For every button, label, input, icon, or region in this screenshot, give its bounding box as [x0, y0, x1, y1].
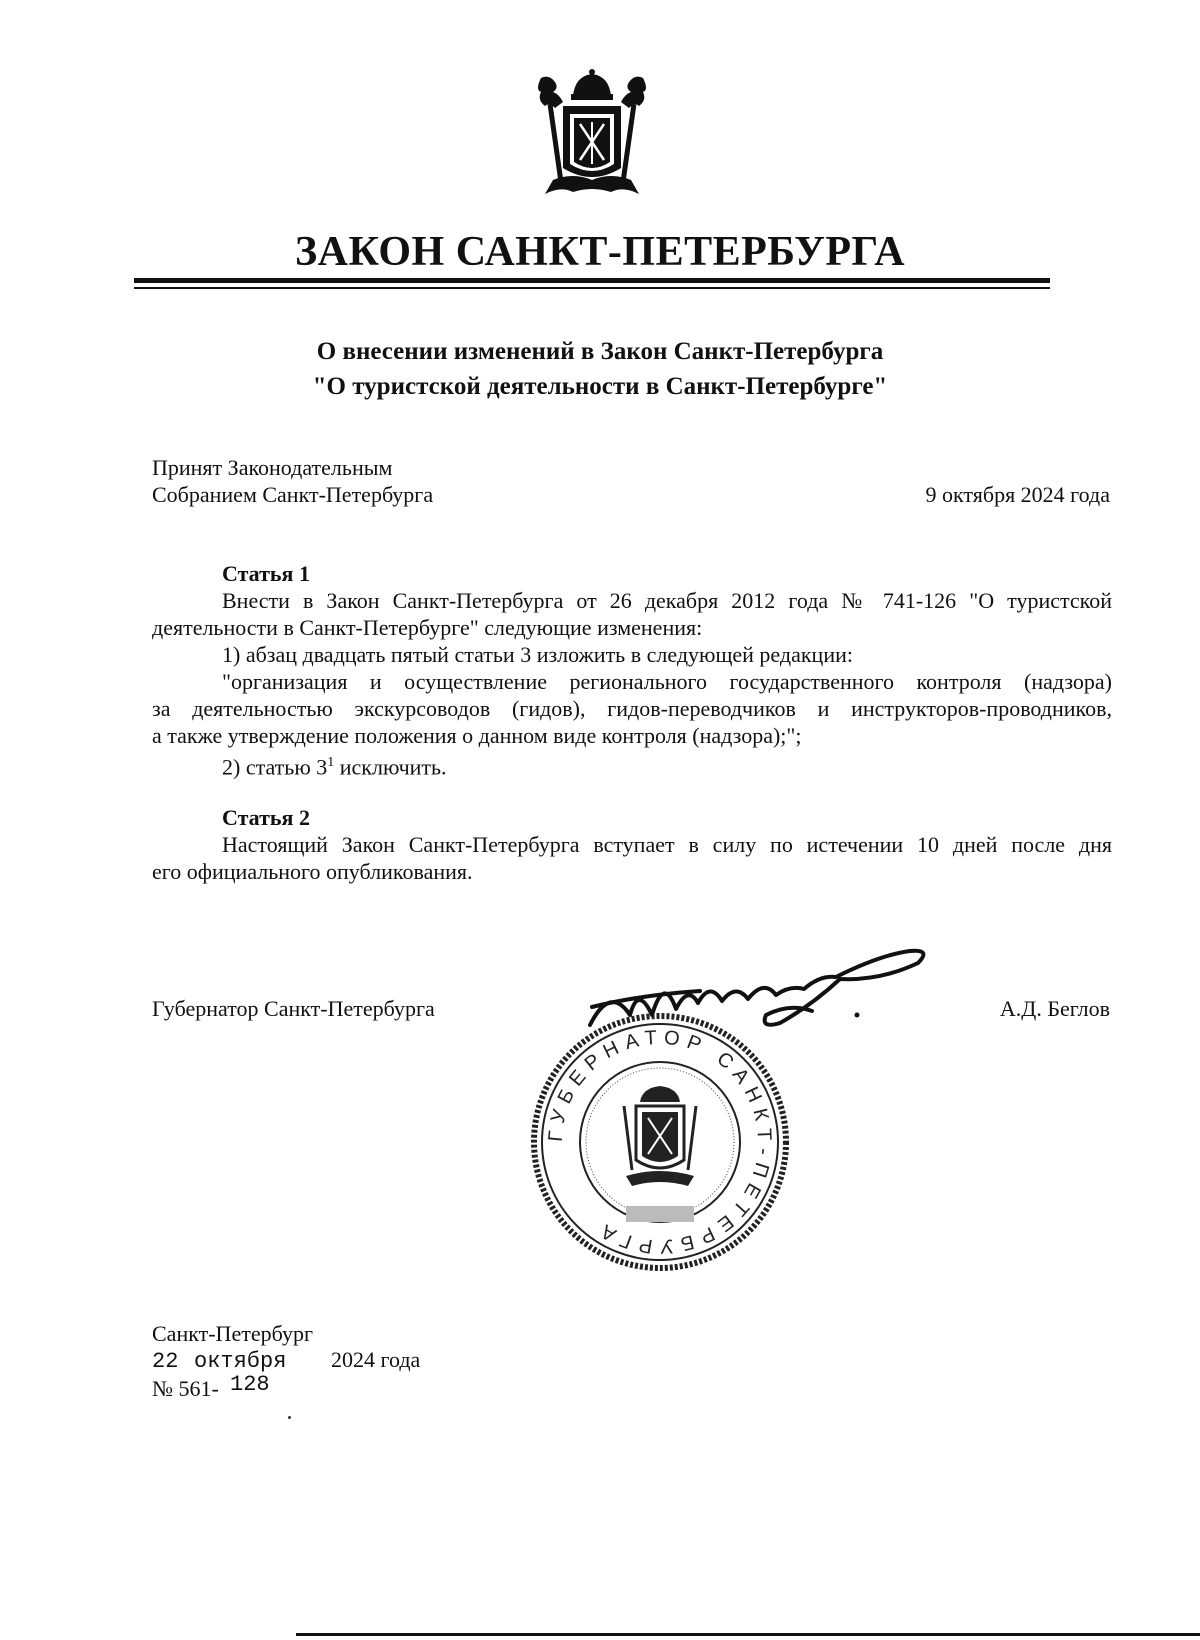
article1-quote-line2: за деятельностью экскурсоводов (гидов), гидов-переводчиков и инструкторов-проводников,: [152, 696, 1112, 721]
adoption-line1: Принят Законодательным: [152, 455, 393, 480]
governor-position: Губернатор Санкт-Петербурга: [152, 996, 435, 1021]
footer-city: Санкт-Петербург: [152, 1321, 313, 1346]
title-underline-thin: [134, 287, 1050, 289]
footer-number-prefix: № 561-: [152, 1376, 219, 1401]
article1-item2-superscript: 1: [327, 755, 335, 770]
adoption-date: 9 октября 2024 года: [925, 482, 1110, 507]
handwritten-signature: [580, 945, 940, 1050]
seal-text: ГУБЕРНАТОР САНКТ-ПЕТЕРБУРГА: [544, 1026, 776, 1258]
footer-year: 2024 года: [331, 1347, 421, 1372]
article1-item2-text: 2) статью 3: [222, 754, 328, 780]
footer-month: октября: [194, 1349, 287, 1374]
article1-quote-line3: а также утверждение положения о данном виде контроля (надзора);";: [152, 723, 802, 748]
law-subtitle-line2: "О туристской деятельности в Санкт-Петербурге": [312, 373, 888, 400]
footer-number-value: 128: [230, 1372, 270, 1397]
law-title: ЗАКОН САНКТ-ПЕТЕРБУРГА: [294, 229, 906, 275]
article2-line2: его официального опубликования.: [152, 859, 473, 884]
scan-speck: [288, 1416, 291, 1419]
article1-item2: [152, 749, 1112, 780]
coat-of-arms-icon: [523, 68, 661, 200]
article1-item1: 1) абзац двадцать пятый статьи 3 изложить в следующей редакции:: [222, 642, 853, 667]
page-bottom-edge: [296, 1633, 1200, 1636]
title-underline-thick: [134, 278, 1050, 283]
article1-quote-line1: "организация и осуществление регионального государственного контроля (надзора): [222, 669, 1112, 694]
article2-heading: Статья 2: [222, 805, 310, 830]
article2-line1: Настоящий Закон Санкт-Петербурга вступает в силу по истечении 10 дней после дня: [222, 832, 1112, 857]
article1-intro-line1: Внести в Закон Санкт-Петербурга от 26 декабря 2012 года № 741-126 "О туристской: [222, 588, 1112, 613]
adoption-line2: Собранием Санкт-Петербурга: [152, 482, 434, 507]
article1-item2-action: исключить.: [334, 754, 447, 780]
article1-section: [152, 560, 1112, 780]
law-subtitle-line1: О внесении изменений в Закон Санкт-Петербурга: [316, 338, 884, 365]
footer-day: 22: [152, 1349, 179, 1374]
article1-intro-line2: деятельности в Санкт-Петербурге" следующие изменения:: [152, 615, 703, 640]
article1-heading: Статья 1: [222, 561, 310, 586]
governor-name: А.Д. Беглов: [999, 996, 1110, 1021]
article2-section: [152, 804, 1112, 885]
